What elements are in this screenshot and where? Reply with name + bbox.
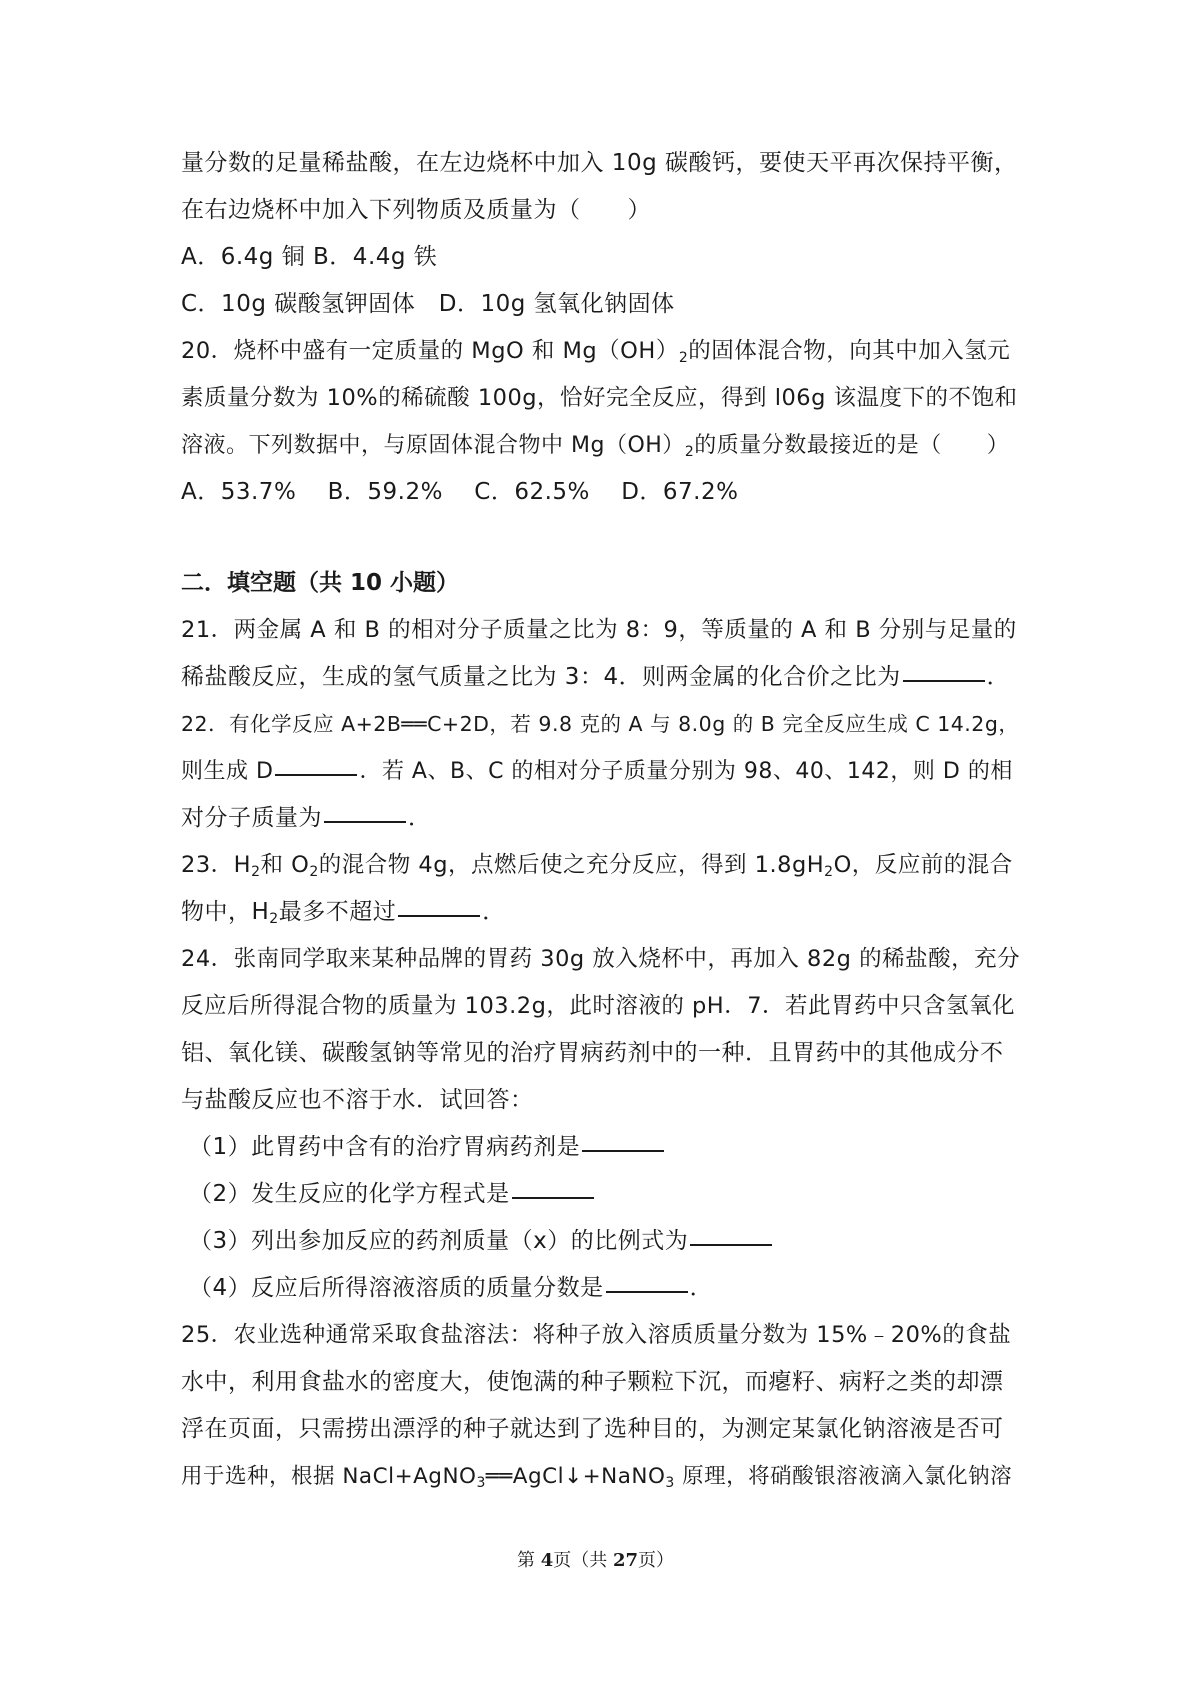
q21-line-2: 稀盐酸反应，生成的氢气质量之比为 3：4．则两金属的化合价之比为 ． <box>181 664 1011 690</box>
q19-line-1: 量分数的足量稀盐酸，在左边烧杯中加入 10g 碳酸钙，要使天平再次保持平衡， <box>181 150 1018 176</box>
q19-line-2: 在右边烧杯中加入下列物质及质量为（ ） <box>181 197 651 223</box>
document-page <box>181 140 1021 1500</box>
q24-line-4: 与盐酸反应也不溶于水．试回答： <box>181 1087 534 1113</box>
page-footer: 第 4页（共 27页） <box>516 1550 675 1571</box>
q22-line-1: 22．有化学反应 A+2B══C+2D，若 9.8 克的 A 与 8.0g 的 B 完全反应生成 C 14.2g， <box>181 712 1020 736</box>
answer-blank[interactable] <box>690 1243 772 1246</box>
answer-blank[interactable] <box>398 914 480 917</box>
answer-blank[interactable] <box>275 773 357 776</box>
page-number: 4 <box>540 1550 554 1571</box>
q24-sub-1: （1）此胃药中含有的治疗胃病药剂是 <box>181 1124 1021 1171</box>
q19-options-ab: A．6.4g 铜 B．4.4g 铁 <box>181 244 438 270</box>
q23-line-2: 物中，$H_2$最多不超过 ． <box>181 899 506 927</box>
q24-sub-2: （2）发生反应的化学方程式是 <box>181 1171 1021 1218</box>
answer-blank[interactable] <box>606 1290 688 1293</box>
q20-line-2: 素质量分数为 10%的稀硫酸 100g，恰好完全反应，得到 l06g 该温度下的不饱和 <box>181 385 1018 411</box>
q20-line-3: 溶液。下列数据中，与原固体混合物中 $Mg(OH)_2$的质量分数最接近的是（ ） <box>181 433 1010 460</box>
q20-options: A．53.7% B．59.2% C．62.5% D．67.2% <box>181 479 739 505</box>
answer-blank[interactable] <box>582 1149 664 1152</box>
q23-line-1: 23．$H_2$和 $O_2$的混合物 4g，点燃后使之充分反应，得到 $1.8gH_2O$，反应前的混合 <box>181 852 1013 880</box>
answer-blank[interactable] <box>903 679 985 682</box>
q24-sub-4: （4）反应后所得溶液溶质的质量分数是 ． <box>189 1275 714 1301</box>
answer-blank[interactable] <box>324 820 406 823</box>
q22-line-2: 则生成 D ．若 A、B、C 的相对分子质量分别为 98、40、142，则 D 的相 <box>181 759 1013 784</box>
q24-line-1: 24．张南同学取来某种品牌的胃药 30g 放入烧杯中，再加入 82g 的稀盐酸，充分 <box>181 946 1021 972</box>
q21-line-1: 21．两金属 A 和 B 的相对分子质量之比为 8：9，等质量的 A 和 B 分别与足量的 <box>181 617 1017 643</box>
page-total: 27 <box>612 1550 639 1571</box>
q25-line-2: 水中，利用食盐水的密度大，使饱满的种子颗粒下沉，而瘪籽、病籽之类的却漂 <box>181 1369 1004 1395</box>
section-heading: 二．填空题（共 10 小题） <box>181 570 460 596</box>
q25-line-1: 25．农业选种通常采取食盐溶法：将种子放入溶质质量分数为 15%﹣20%的食盐 <box>181 1322 1012 1348</box>
q25-line-4: 用于选种，根据 NaCl+AgNO$_3$══AgCl↓+NaNO$_3$ 原理，将硝酸银溶液滴入氯化钠溶 <box>181 1464 1013 1491</box>
q19-options-cd: C．10g 碳酸氢钾固体 D．10g 氢氧化钠固体 <box>181 291 675 317</box>
q24-sub-3: （3）列出参加反应的药剂质量（x）的比例式为 <box>181 1218 1021 1265</box>
q24-line-2: 反应后所得混合物的质量为 103.2g，此时溶液的 pH．7．若此胃药中只含氢氧化 <box>181 993 1016 1019</box>
q20-line-1: 20．烧杯中盛有一定质量的 MgO 和 $Mg(OH)_2$的固体混合物，向其中加入氢元 <box>181 338 1011 366</box>
q25-line-3: 浮在页面，只需捞出漂浮的种子就达到了选种目的，为测定某氯化钠溶液是否可 <box>181 1416 1004 1442</box>
q24-line-3: 铝、氧化镁、碳酸氢钠等常见的治疗胃病药剂中的一种．且胃药中的其他成分不 <box>181 1040 1004 1066</box>
q22-line-3: 对分子质量为 ． <box>181 805 432 831</box>
answer-blank[interactable] <box>512 1196 594 1199</box>
